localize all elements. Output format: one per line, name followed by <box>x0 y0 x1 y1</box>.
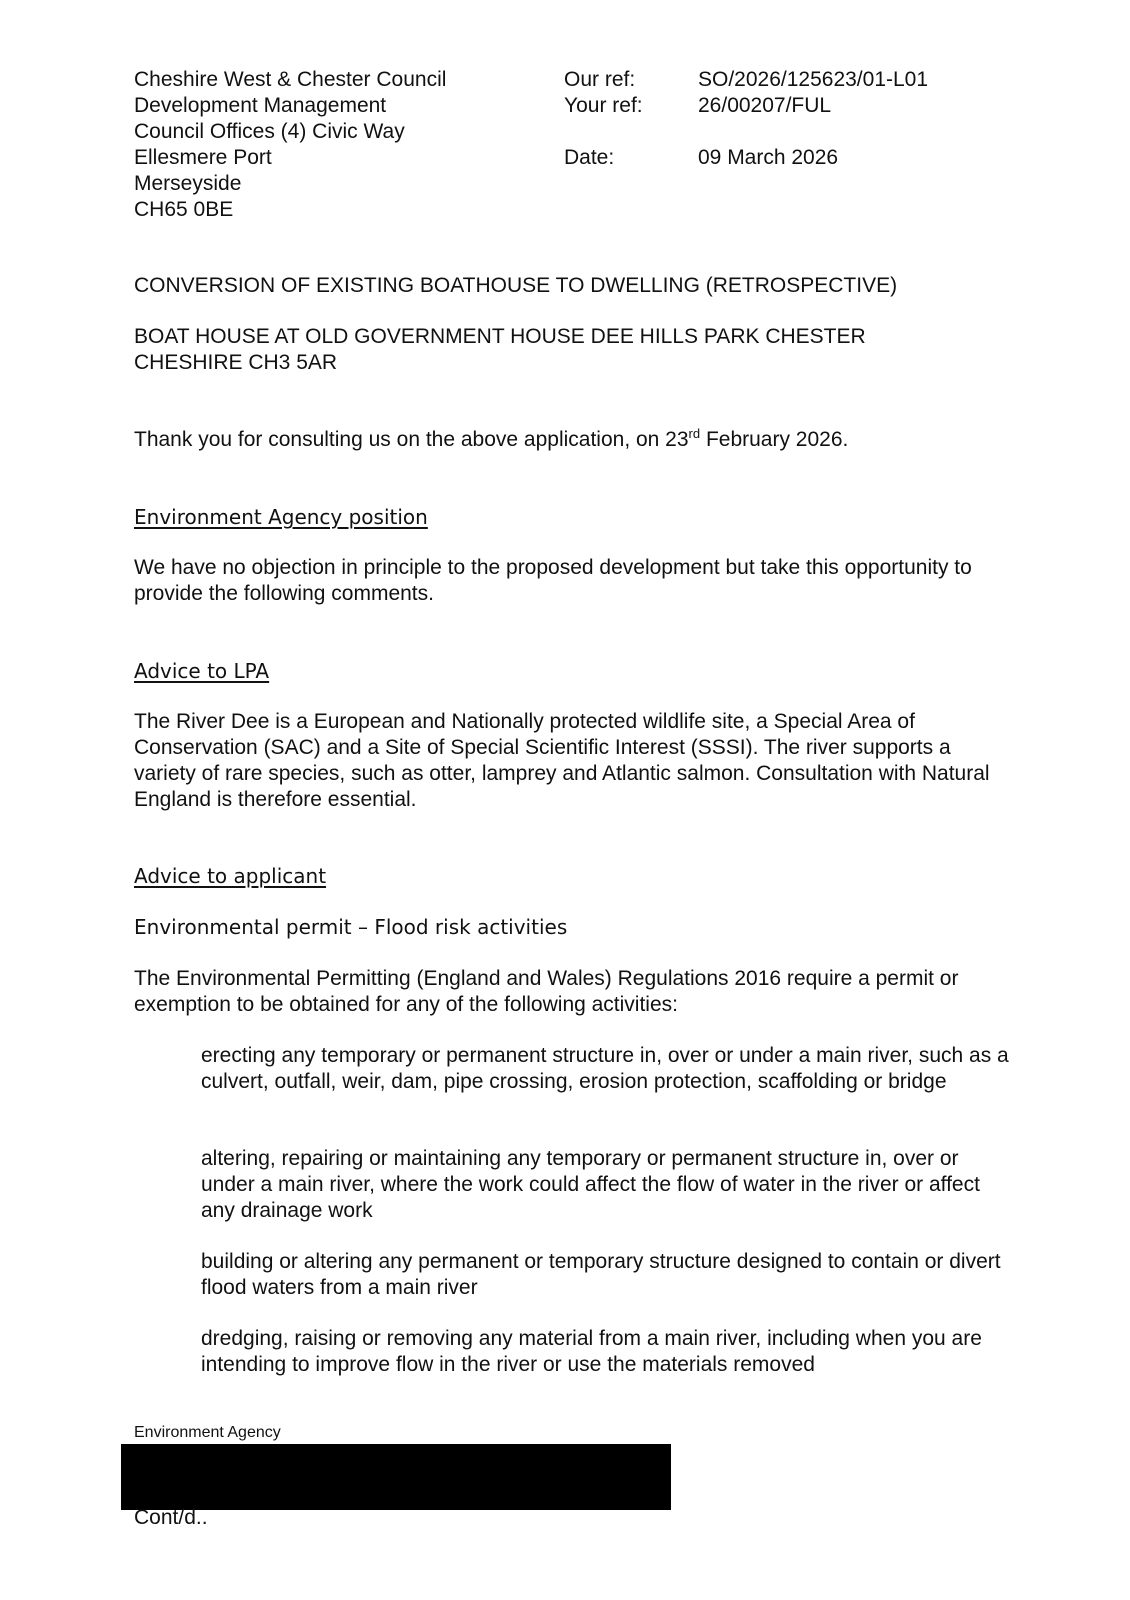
date-label: Date: <box>564 146 615 169</box>
permit-subheading: Environmental permit – Flood risk activities <box>134 915 568 939</box>
activity-item: building or altering any permanent or temporary structure designed to contain or divert flood waters from a main river <box>201 1250 1001 1299</box>
continued-marker: Cont/d.. <box>134 1506 208 1529</box>
your-ref-value: 26/00207/FUL <box>698 94 832 117</box>
intro-text: Thank you for consulting us on the above application, on 23 <box>134 428 689 451</box>
recipient-line: Merseyside <box>134 172 242 195</box>
your-ref-label: Your ref: <box>564 94 643 117</box>
activity-item: dredging, raising or removing any material from a main river, including when you are intending to improve flow in the river or use the materials removed <box>201 1327 982 1376</box>
recipient-line: Council Offices (4) Civic Way <box>134 120 405 143</box>
lpa-paragraph: The River Dee is a European and Nationally protected wildlife site, a Special Area of Conservation (SAC) and a Site of Special Scientific Interest (SSSI). The river supports a variety of rare species, such as otter, lamprey and Atlantic salmon. Consultation with Natural England is therefore essential. <box>134 710 990 811</box>
redaction-block <box>121 1444 671 1510</box>
recipient-line: Cheshire West & Chester Council <box>134 68 447 91</box>
activity-item: erecting any temporary or permanent structure in, over or under a main river, such as a culvert, outfall, weir, dam, pipe crossing, erosion protection, scaffolding or bridge <box>201 1044 1009 1093</box>
position-paragraph: We have no objection in principle to the proposed development but take this opportunity to provide the following comments. <box>134 556 972 605</box>
date-value: 09 March 2026 <box>698 146 839 169</box>
activity-item: altering, repairing or maintaining any temporary or permanent structure in, over or under a main river, where the work could affect the flow of water in the river or affect any drainage work <box>201 1147 980 1222</box>
position-heading: Environment Agency position <box>134 505 428 529</box>
subject-address-line: CHESHIRE CH3 5AR <box>134 351 338 374</box>
subject-title: CONVERSION OF EXISTING BOATHOUSE TO DWELLING (RETROSPECTIVE) <box>134 274 898 297</box>
our-ref-value: SO/2026/125623/01-L01 <box>698 68 929 91</box>
recipient-line: Development Management <box>134 94 387 117</box>
recipient-line: Ellesmere Port <box>134 146 272 169</box>
recipient-address <box>134 67 446 223</box>
subject-address-line: BOAT HOUSE AT OLD GOVERNMENT HOUSE DEE HILLS PARK CHESTER <box>134 325 866 348</box>
footer-organisation: Environment Agency <box>134 1424 281 1441</box>
intro-ordinal-suffix: rd <box>688 426 701 441</box>
lpa-heading: Advice to LPA <box>134 659 270 683</box>
intro-text-end: February 2026. <box>700 428 849 451</box>
applicant-heading: Advice to applicant <box>134 864 327 888</box>
permit-intro-paragraph: The Environmental Permitting (England and Wales) Regulations 2016 require a permit or exemption to be obtained for any of the following activities: <box>134 967 959 1016</box>
our-ref-label: Our ref: <box>564 68 636 91</box>
recipient-line: CH65 0BE <box>134 198 234 221</box>
intro-paragraph <box>134 427 848 453</box>
